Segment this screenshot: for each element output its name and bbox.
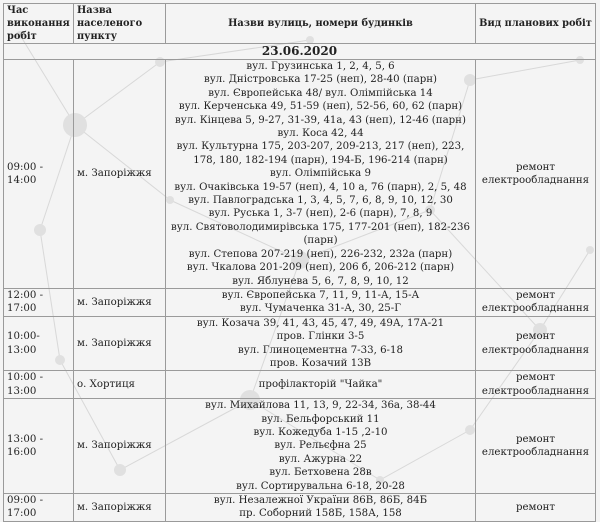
outage-schedule-table [3,3,596,522]
streets-cell [166,371,476,399]
street-line: вул. Яблунева 5, 6, 7, 8, 9, 10, 12 [232,275,409,287]
streets-cell [166,494,476,522]
street-line: пр. Соборний 158Б, 158А, 158 [239,508,402,520]
street-line: вул. Коса 42, 44 [277,128,364,140]
street-line: пров. Глінки 3-5 [276,331,365,343]
work-type-cell: ремонт [476,494,596,522]
time-cell: 09:00 - 14:00 [4,60,74,289]
street-line: вул. Керченська 49, 51-59 (неп), 52-56, 60, 62 (парн) [178,101,463,113]
time-cell: 13:00 - 16:00 [4,399,74,494]
table-row [4,494,596,522]
street-line: вул. Сортирувальна 6-18, 20-28 [236,480,405,492]
street-line: вул. Бельфорський 11 [261,413,380,425]
place-cell: м. Запоріжжя [74,316,166,371]
street-line: вул. Європейська 48/ вул. Олімпійська 14 [208,87,433,99]
work-type-cell: ремонт електрообладнання [476,60,596,289]
header-time: Час виконання робіт [4,4,74,44]
work-type-cell: ремонт електрообладнання [476,371,596,399]
schedule-date: 23.06.2020 [4,44,596,60]
header-streets: Назви вулиць, номери будинків [166,4,476,44]
street-line: вул. Руська 1, 3-7 (неп), 2-6 (парн), 7, 8, 9 [208,208,433,220]
street-line: вул. Чумаченка 31-А, 30, 25-Г [240,303,401,315]
street-line: вул. Глиноцементна 7-33, 6-18 [238,344,403,356]
street-line: вул. Чкалова 201-209 (неп), 206 б, 206-212 (парн) [186,262,455,274]
street-line: вул. Козача 39, 41, 43, 45, 47, 49, 49А, 17А-21 [196,317,445,329]
streets-cell [166,288,476,316]
street-line: вул. Кінцева 5, 9-27, 31-39, 41а, 43 (неп), 12-46 (парн) [175,114,466,126]
table-row [4,60,596,289]
work-type-cell: ремонт електрообладнання [476,399,596,494]
street-line: вул. Олімпійська 9 [270,168,371,180]
street-line: вул. Ажурна 22 [278,453,363,465]
street-line: вул. Європейська 7, 11, 9, 11-А, 15-А [221,289,420,301]
street-line: вул. Святоволодимирівська 175, 177-201 (неп), 182-236 (парн) [171,221,470,247]
street-line: вул. Рельєфна 25 [274,440,367,452]
street-line: вул. Бетховена 28в [269,467,372,479]
street-line: вул. Степова 207-219 (неп), 226-232, 232а (парн) [188,248,453,260]
street-line: пров. Козачий 13В [269,357,372,369]
place-cell: м. Запоріжжя [74,399,166,494]
place-cell: о. Хортиця [74,371,166,399]
street-line: вул. Очаківська 19-57 (неп), 4, 10 а, 76 (парн), 2, 5, 48 [174,181,467,193]
street-line: вул. Культурна 175, 203-207, 209-213, 217 (неп), 223, 178, 180, 182-194 (парн), 194-Б, 196-214 (парн) [176,141,465,166]
work-type-cell: ремонт електрообладнання [476,316,596,371]
streets-cell [166,60,476,289]
time-cell: 10:00 - 13:00 [4,371,74,399]
place-cell: м. Запоріжжя [74,60,166,289]
table-row [4,316,596,371]
street-line: вул. Кожедуба 1-15 ,2-10 [253,426,388,438]
street-line: вул. Грузинська 1, 2, 4, 5, 6 [246,61,395,72]
place-cell: м. Запоріжжя [74,288,166,316]
time-cell: 09:00 - 17:00 [4,494,74,522]
table-row [4,371,596,399]
table-header-row [4,4,596,44]
place-cell: м. Запоріжжя [74,494,166,522]
time-cell: 10:00- 13:00 [4,316,74,371]
table-row [4,288,596,316]
streets-cell [166,316,476,371]
street-line: вул. Незалежної України 86В, 86Б, 84Б [213,495,428,506]
header-place: Назва населеного пункту [74,4,166,44]
streets-cell [166,399,476,494]
street-line: профілакторій "Чайка" [258,379,383,391]
street-line: вул. Михайлова 11, 13, 9, 22-34, 36а, 38-44 [205,400,436,412]
street-line: вул. Павлоградська 1, 3, 4, 5, 7, 6, 8, 9, 10, 12, 30 [188,195,453,207]
date-row [4,44,596,60]
time-cell: 12:00 - 17:00 [4,288,74,316]
work-type-cell: ремонт електрообладнання [476,288,596,316]
street-line: вул. Дністровська 17-25 (неп), 28-40 (парн) [203,74,438,86]
header-work: Вид планових робіт [476,4,596,44]
table-row [4,399,596,494]
